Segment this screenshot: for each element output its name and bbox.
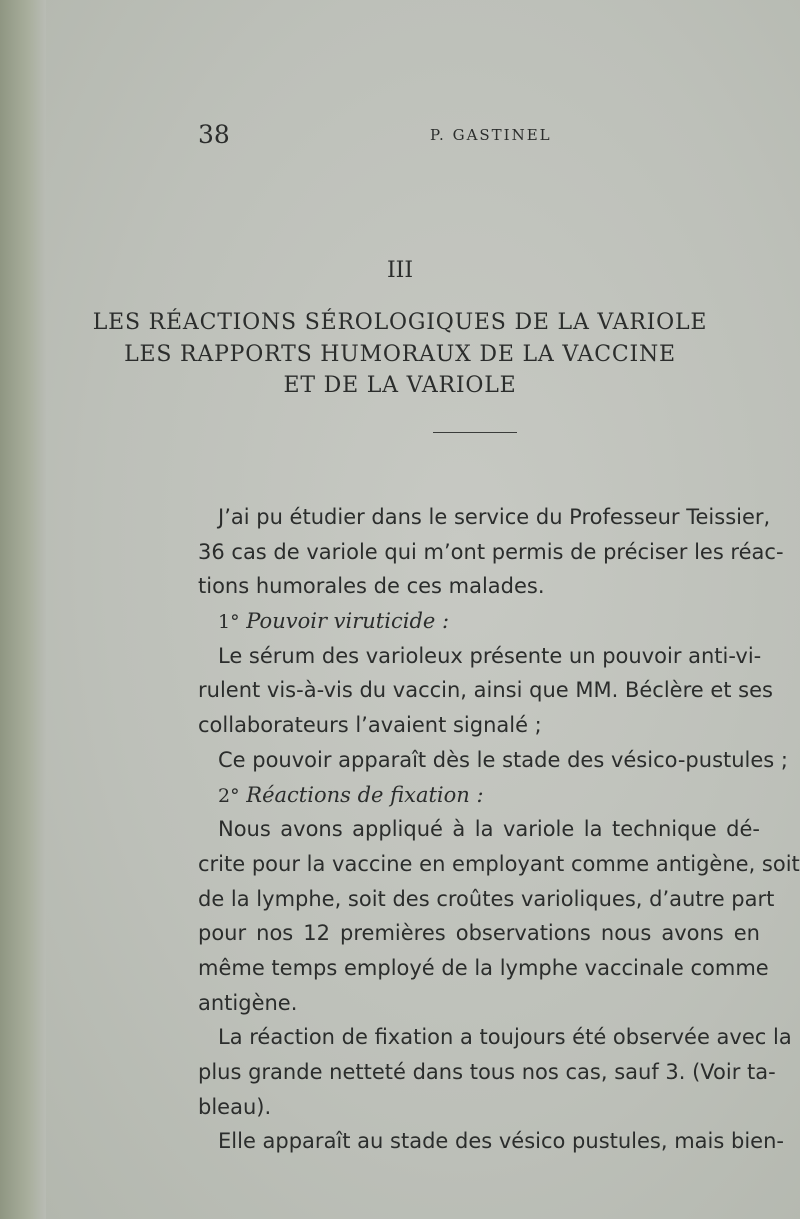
paragraph-line: Ce pouvoir apparaît dès le stade des vésico-pustules ; — [218, 747, 788, 772]
page-number: 38 — [198, 120, 230, 149]
chapter-title-line-2: LES RAPPORTS HUMORAUX DE LA VACCINE — [124, 342, 676, 367]
heading-text: Réactions de fixation : — [246, 782, 484, 807]
paragraph-line: tions humorales de ces malades. — [198, 574, 545, 599]
paragraph-line: Elle apparaît au stade des vésico pustules, mais bien- — [218, 1129, 784, 1154]
paragraph-line: de la lymphe, soit des croûtes varioliques, d’autre part — [198, 886, 775, 911]
body-text — [198, 500, 800, 1159]
paragraph-line: bleau). — [198, 1094, 272, 1119]
paragraph-line: Nous avons appliqué à la variole la technique dé- — [218, 817, 760, 842]
heading-text: Pouvoir viruticide : — [246, 609, 450, 634]
chapter-title-line-1: LES RÉACTIONS SÉROLOGIQUES DE LA VARIOLE — [92, 310, 708, 335]
running-head — [0, 120, 800, 150]
paragraph-line: Le sérum des varioleux présente un pouvoir anti-vi- — [218, 643, 762, 668]
section-heading-1 — [198, 604, 760, 639]
paragraph-line: 36 cas de variole qui m’ont permis de préciser les réac- — [198, 539, 784, 564]
paragraph-line: collaborateurs l’avaient signalé ; — [198, 713, 542, 738]
page-edge — [0, 0, 46, 1219]
chapter-title-line-3: ET DE LA VARIOLE — [283, 373, 517, 398]
paragraph-line: antigène. — [198, 990, 298, 1015]
section-divider — [433, 432, 517, 433]
chapter-number: III — [386, 258, 414, 283]
paragraph-line: pour nos 12 premières observations nous avons en — [198, 921, 760, 946]
heading-ordinal: 2° — [218, 784, 240, 807]
heading-ordinal: 1° — [218, 611, 240, 634]
paragraph-line: plus grande netteté dans tous nos cas, sauf 3. (Voir ta- — [198, 1060, 776, 1084]
paragraph-line: La réaction de fixation a toujours été observée avec la — [218, 1025, 792, 1050]
paragraph-line: crite pour la vaccine en employant comme antigène, soit — [198, 851, 800, 876]
paragraph-line: J’ai pu étudier dans le service du Professeur Teissier, — [218, 505, 771, 529]
paragraph-line: rulent vis-à-vis du vaccin, ainsi que MM. Béclère et ses — [198, 678, 773, 703]
running-head-author: P. GASTINEL — [430, 126, 552, 144]
paragraph-line: même temps employé de la lymphe vaccinale comme — [198, 955, 769, 980]
section-heading-2 — [198, 778, 760, 813]
